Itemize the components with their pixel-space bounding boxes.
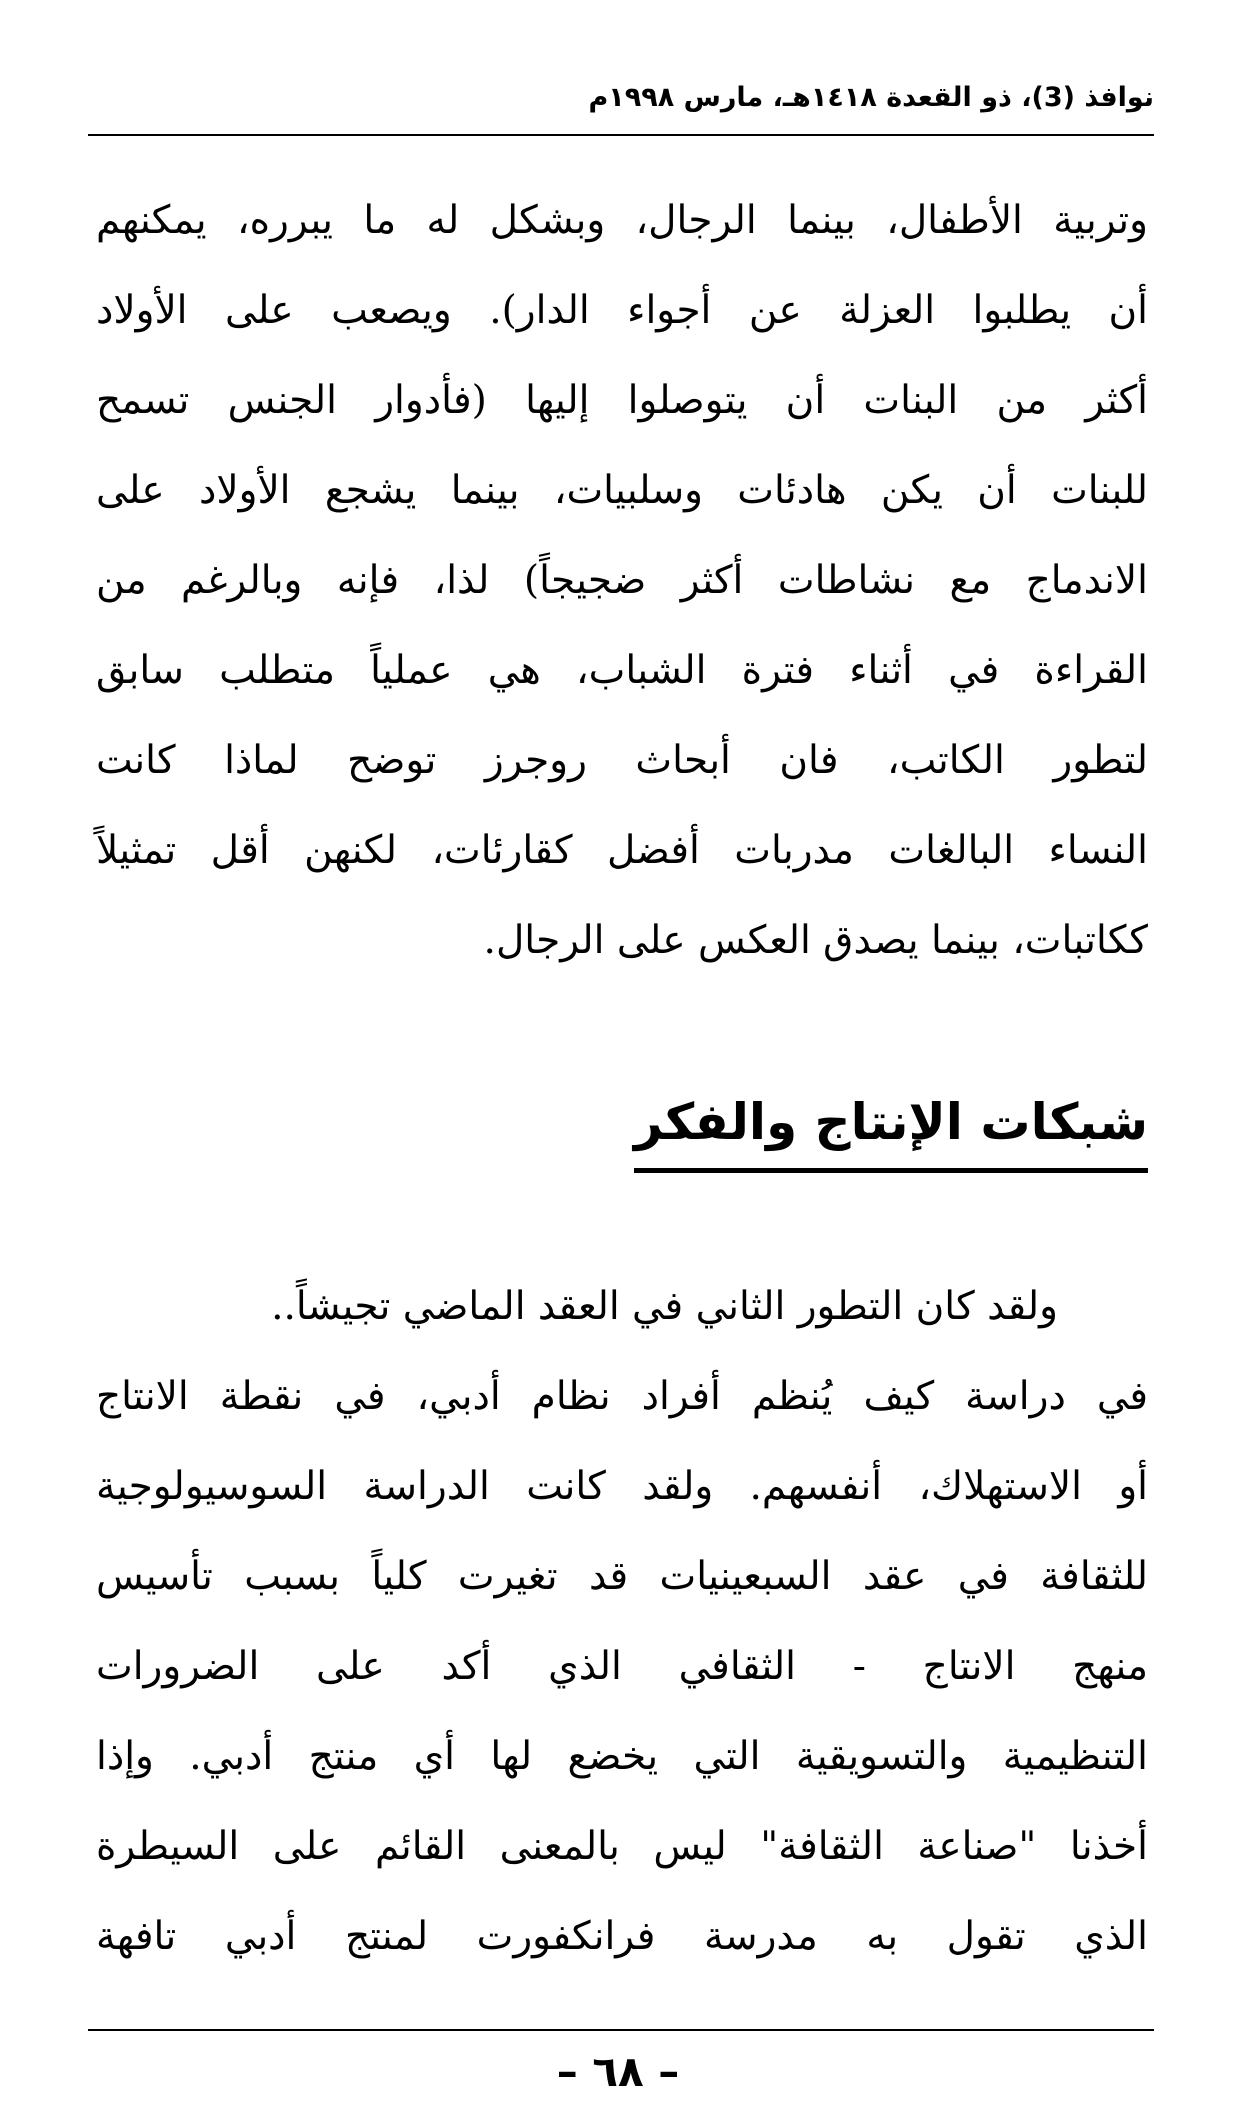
paragraph-line: أن يطلبوا العزلة عن أجواء الدار). ويصعب على الأولاد	[96, 288, 1148, 333]
footer-rule	[88, 2029, 1154, 2031]
paragraph-line: ولقد كان التطور الثاني في العقد الماضي تجيشاً..	[271, 1284, 1058, 1329]
paragraph-1	[96, 176, 1148, 986]
paragraph-line: أو الاستهلاك، أنفسهم. ولقد كانت الدراسة السوسيولوجية	[96, 1464, 1148, 1509]
paragraph-line: الذي تقول به مدرسة فرانكفورت لمنتج أدبي تافهة	[96, 1914, 1148, 1959]
paragraph-line: في دراسة كيف يُنظم أفراد نظام أدبي، في نقطة الانتاج	[96, 1374, 1148, 1419]
paragraph-line: للثقافة في عقد السبعينيات قد تغيرت كلياً بسبب تأسيس	[96, 1554, 1148, 1599]
paragraph-line: النساء البالغات مدربات أفضل كقارئات، لكنهن أقل تمثيلاً	[96, 828, 1148, 873]
paragraph-line: التنظيمية والتسويقية التي يخضع لها أي منتج أدبي. وإذا	[96, 1734, 1148, 1779]
paragraph-line: منهج الانتاج - الثقافي الذي أكد على الضرورات	[96, 1644, 1148, 1689]
section-heading: شبكات الإنتاج والفكر	[634, 1082, 1148, 1173]
running-header: نوافذ (3)، ذو القعدة ١٤١٨هـ، مارس ١٩٩٨م	[588, 82, 1154, 113]
paragraph-line: القراءة في أثناء فترة الشباب، هي عملياً متطلب سابق	[96, 648, 1148, 693]
page-number: – ٦٨ –	[556, 2047, 680, 2096]
paragraph-line: للبنات أن يكن هادئات وسلبيات، بينما يشجع الأولاد على	[96, 468, 1148, 513]
header-rule	[88, 134, 1154, 136]
paragraph-line: لتطور الكاتب، فان أبحاث روجرز توضح لماذا كانت	[96, 738, 1148, 783]
paragraph-2	[96, 1262, 1148, 1982]
paragraph-line: الاندماج مع نشاطات أكثر ضجيجاً) لذا، فإنه وبالرغم من	[96, 558, 1148, 603]
paragraph-line: أكثر من البنات أن يتوصلوا إليها (فأدوار الجنس تسمح	[96, 378, 1148, 423]
paragraph-line: أخذنا "صناعة الثقافة" ليس بالمعنى القائم على السيطرة	[96, 1824, 1148, 1869]
paragraph-line: وتربية الأطفال، بينما الرجال، وبشكل له ما يبرره، يمكنهم	[96, 198, 1148, 243]
paragraph-line: ككاتبات، بينما يصدق العكس على الرجال.	[483, 918, 1148, 963]
